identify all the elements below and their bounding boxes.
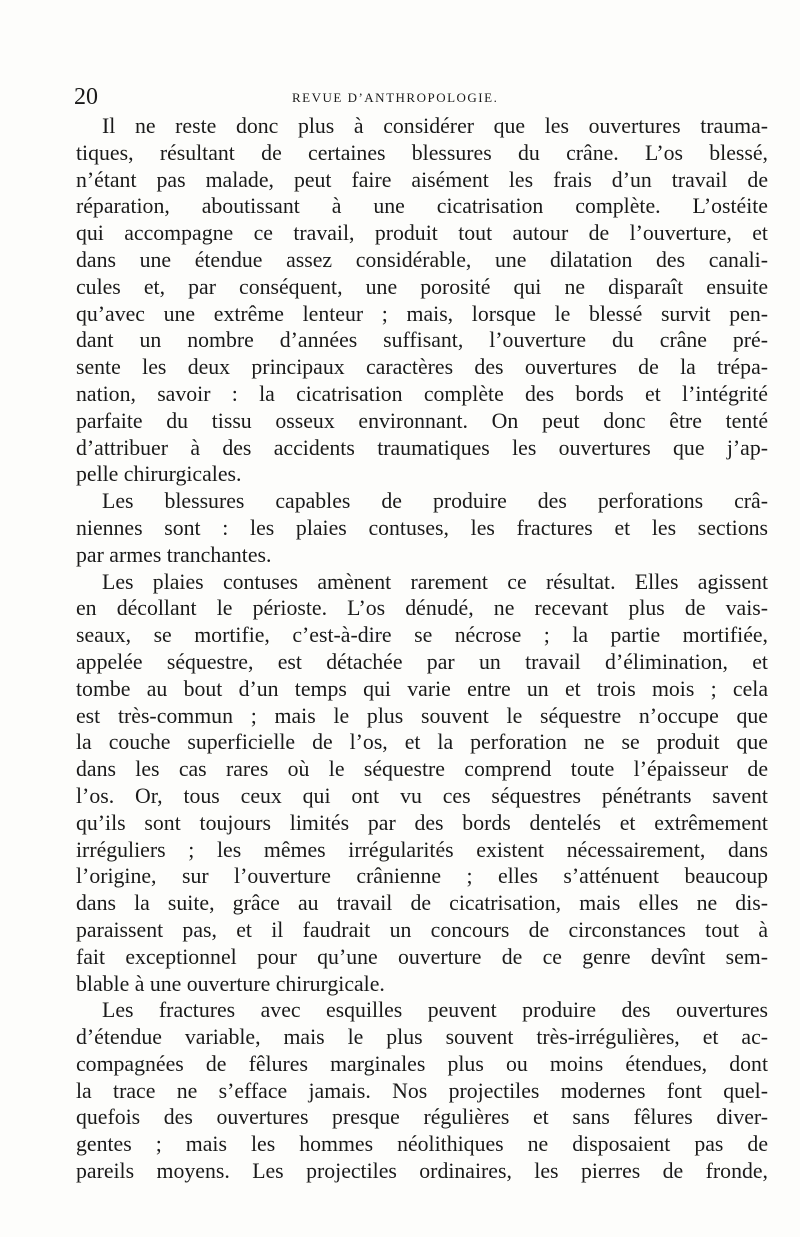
text-line: n’étant pas malade, peut faire aisément les frais d’un travail de (76, 167, 768, 192)
text-line: compagnées de fêlures marginales plus ou moins étendues, dont (76, 1051, 768, 1076)
text-line: tiques, résultant de certaines blessures du crâne. L’os blessé, (76, 140, 768, 165)
text-line: est très-commun ; mais le plus souvent le séquestre n’occupe que (76, 703, 768, 728)
text-line: la couche superficielle de l’os, et la perforation ne se produit que (76, 730, 768, 755)
text-line: blable à une ouverture chirurgicale. (76, 971, 385, 996)
text-line: d’attribuer à des accidents traumatiques les ouvertures que j’ap- (76, 435, 768, 460)
page-header (74, 84, 764, 110)
text-line: dans les cas rares où le séquestre comprend toute l’épaisseur de (76, 757, 768, 782)
text-line: Les blessures capables de produire des perforations crâ- (102, 489, 768, 514)
running-title: REVUE D’ANTHROPOLOGIE. (292, 90, 499, 105)
text-line: qu’avec une extrême lenteur ; mais, lorsque le blessé survit pen- (76, 301, 768, 326)
text-line: irréguliers ; les mêmes irrégularités existent nécessairement, dans (76, 837, 768, 862)
text-line: Les fractures avec esquilles peuvent produire des ouvertures (102, 998, 768, 1023)
text-line: dans une étendue assez considérable, une dilatation des canali- (76, 247, 768, 272)
text-line: par armes tranchantes. (76, 542, 272, 567)
text-line: la trace ne s’efface jamais. Nos projectiles modernes font quel- (76, 1078, 768, 1103)
text-line: tombe au bout d’un temps qui varie entre un et trois mois ; cela (76, 676, 768, 701)
text-line: qui accompagne ce travail, produit tout autour de l’ouverture, et (76, 221, 768, 246)
text-line: sente les deux principaux caractères des ouvertures de la trépa- (76, 355, 768, 380)
text-line: l’os. Or, tous ceux qui ont vu ces séquestres pénétrants savent (76, 783, 768, 808)
text-line: pareils moyens. Les projectiles ordinaires, les pierres de fronde, (76, 1159, 768, 1184)
text-line: en décollant le périoste. L’os dénudé, ne recevant plus de vais- (76, 596, 768, 621)
text-line: pelle chirurgicales. (76, 462, 242, 487)
text-line: quefois des ouvertures presque régulières et sans fêlures diver- (76, 1105, 768, 1130)
text-line: d’étendue variable, mais le plus souvent très-irrégulières, et ac- (76, 1025, 768, 1050)
text-line: niennes sont : les plaies contuses, les fractures et les sections (76, 515, 768, 540)
text-line: parfaite du tissu osseux environnant. On peut donc être tenté (76, 408, 768, 433)
text-line: Les plaies contuses amènent rarement ce résultat. Elles agissent (102, 569, 768, 594)
page-number: 20 (74, 84, 98, 110)
text-line: réparation, aboutissant à une cicatrisation complète. L’ostéite (76, 194, 768, 219)
text-line: paraissent pas, et il faudrait un concours de circonstances tout à (76, 917, 768, 942)
text-line: appelée séquestre, est détachée par un travail d’élimination, et (76, 649, 768, 674)
text-line: dant un nombre d’années suffisant, l’ouverture du crâne pré- (76, 328, 768, 353)
text-line: gentes ; mais les hommes néolithiques ne disposaient pas de (76, 1132, 768, 1157)
text-line: qu’ils sont toujours limités par des bords dentelés et extrêmement (76, 810, 768, 835)
text-line: Il ne reste donc plus à considérer que les ouvertures trauma- (102, 114, 768, 138)
text-line: seaux, se mortifie, c’est-à-dire se nécrose ; la partie mortifiée, (76, 623, 768, 648)
text-line: l’origine, sur l’ouverture crânienne ; elles s’atténuent beaucoup (76, 864, 768, 889)
text-line: nation, savoir : la cicatrisation complète des bords et l’intégrité (76, 381, 768, 406)
text-line: dans la suite, grâce au travail de cicatrisation, mais elles ne dis- (76, 891, 768, 916)
text-line: fait exceptionnel pour qu’une ouverture de ce genre devînt sem- (76, 944, 768, 969)
text-line: cules et, par conséquent, une porosité qui ne disparaît ensuite (76, 274, 768, 299)
body-text (76, 113, 768, 1185)
